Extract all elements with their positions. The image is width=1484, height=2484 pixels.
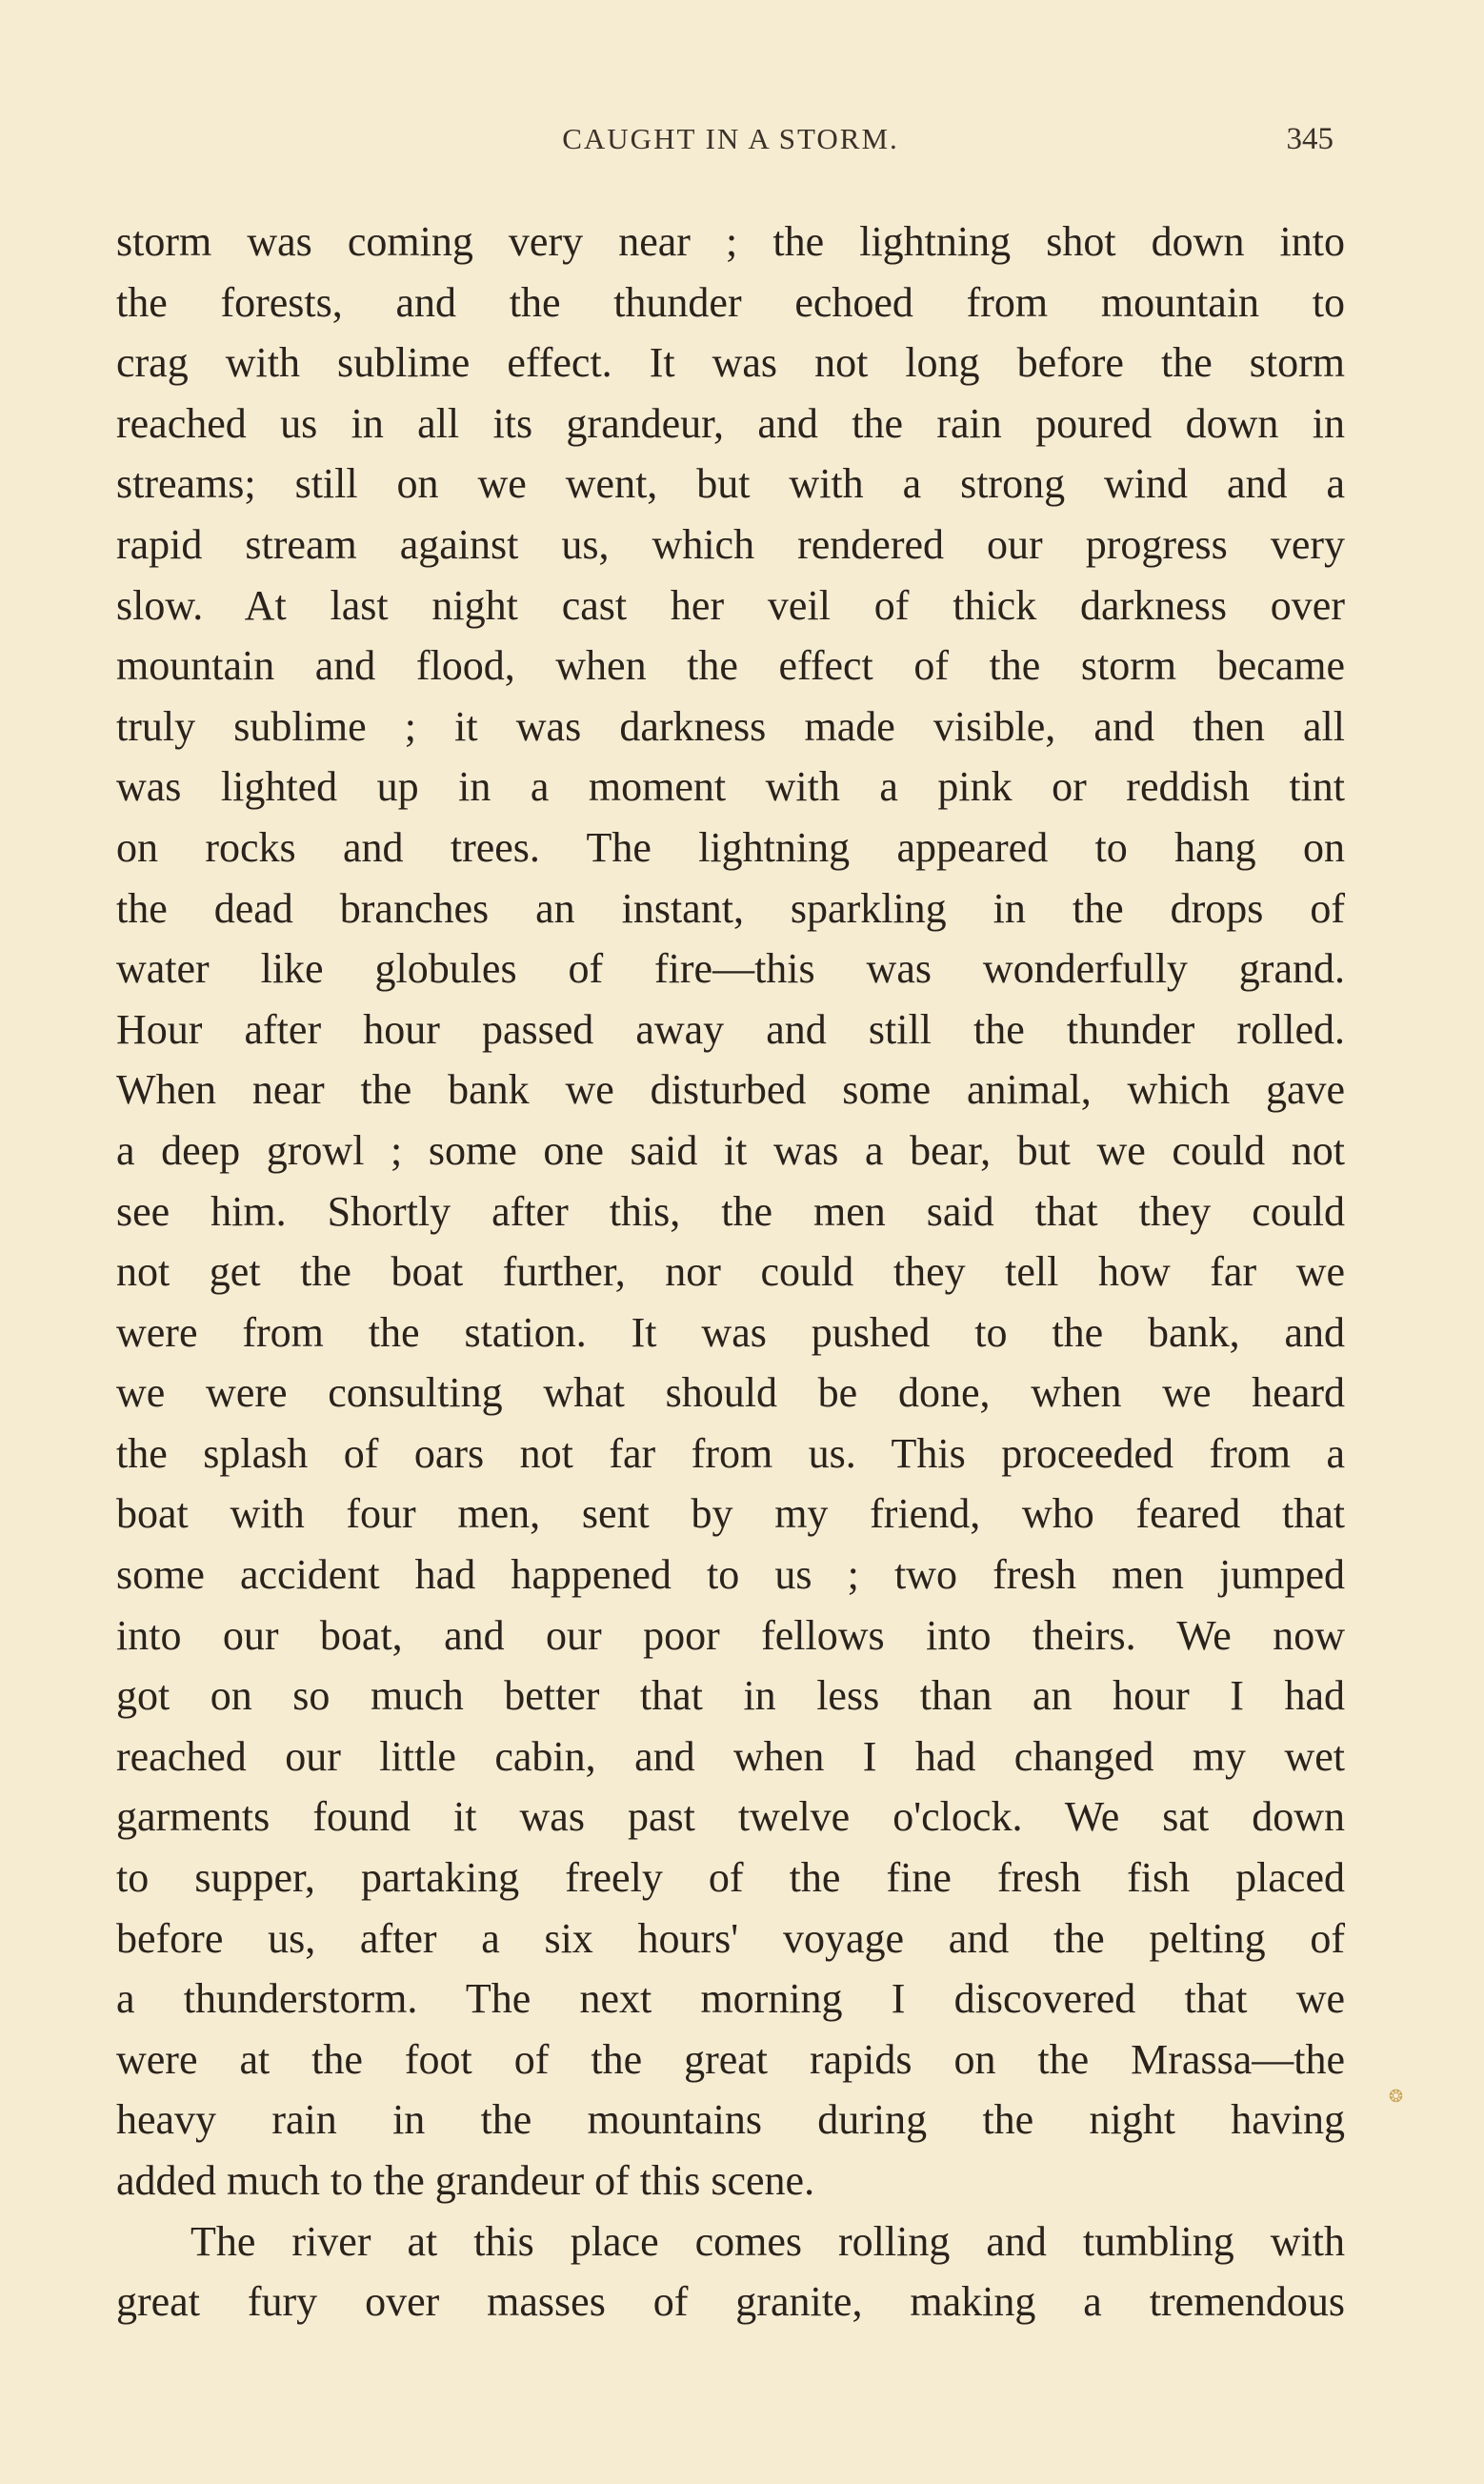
text-line: streams; still on we went, but with a strong wind and a — [116, 460, 1345, 508]
text-line: were from the station. It was pushed to the bank, and — [116, 1308, 1345, 1356]
text-line: crag with sublime effect. It was not long before the storm — [116, 339, 1345, 387]
paragraph-last-line: added much to the grandeur of this scene. — [116, 2157, 815, 2204]
text-line: a deep growl ; some one said it was a bear, but we could not — [116, 1126, 1345, 1174]
text-line: Hour after hour passed away and still the thunder rolled. — [116, 1005, 1345, 1053]
text-line: got on so much better that in less than an hour I had — [116, 1672, 1345, 1720]
text-line: not get the boat further, nor could they tell how far we — [116, 1248, 1345, 1296]
text-line: great fury over masses of granite, making a tremendous — [116, 2278, 1345, 2326]
text-line: When near the bank we disturbed some animal, which gave — [116, 1066, 1345, 1114]
text-line: on rocks and trees. The lightning appeared to hang on — [116, 823, 1345, 871]
text-line: were at the foot of the great rapids on the Mrassa—the — [116, 2035, 1345, 2083]
text-line: see him. Shortly after this, the men said that they could — [116, 1187, 1345, 1235]
page-number: 345 — [1286, 122, 1334, 156]
text-line: we were consulting what should be done, when we heard — [116, 1369, 1345, 1417]
text-line: before us, after a six hours' voyage and the pelting of — [116, 1914, 1345, 1962]
paragraph-first-line: The river at this place comes rolling and tumbling with — [191, 2217, 1345, 2265]
text-line: truly sublime ; it was darkness made visible, and then all — [116, 702, 1345, 750]
running-title: CAUGHT IN A STORM. — [562, 122, 899, 155]
text-line: into our boat, and our poor fellows into theirs. We now — [116, 1611, 1345, 1659]
text-line: reached our little cabin, and when I had changed my wet — [116, 1732, 1345, 1780]
text-line: heavy rain in the mountains during the night having — [116, 2096, 1345, 2144]
text-line: the splash of oars not far from us. This proceeded from a — [116, 1429, 1345, 1477]
text-line: storm was coming very near ; the lightning shot down into — [116, 218, 1345, 265]
margin-speck-icon: ❂ — [1389, 2087, 1404, 2107]
text-line: boat with four men, sent by my friend, who feared that — [116, 1490, 1345, 1538]
text-line: a thunderstorm. The next morning I discovered that we — [116, 1975, 1345, 2023]
text-line: mountain and flood, when the effect of the storm became — [116, 642, 1345, 690]
text-line: reached us in all its grandeur, and the rain poured down in — [116, 399, 1345, 447]
text-line: the forests, and the thunder echoed from mountain to — [116, 278, 1345, 326]
text-line: was lighted up in a moment with a pink or reddish tint — [116, 763, 1345, 811]
text-line: water like globules of fire—this was wonderfully grand. — [116, 945, 1345, 993]
running-head — [116, 122, 1345, 160]
body-text — [116, 212, 1345, 2333]
text-line: the dead branches an instant, sparkling in the drops of — [116, 884, 1345, 932]
text-line: rapid stream against us, which rendered our progress very — [116, 520, 1345, 568]
text-line: slow. At last night cast her veil of thick darkness over — [116, 581, 1345, 629]
text-line: garments found it was past twelve o'clock. We sat down — [116, 1793, 1345, 1841]
text-line: some accident had happened to us ; two fresh men jumped — [116, 1551, 1345, 1599]
text-line: to supper, partaking freely of the fine fresh fish placed — [116, 1854, 1345, 1902]
